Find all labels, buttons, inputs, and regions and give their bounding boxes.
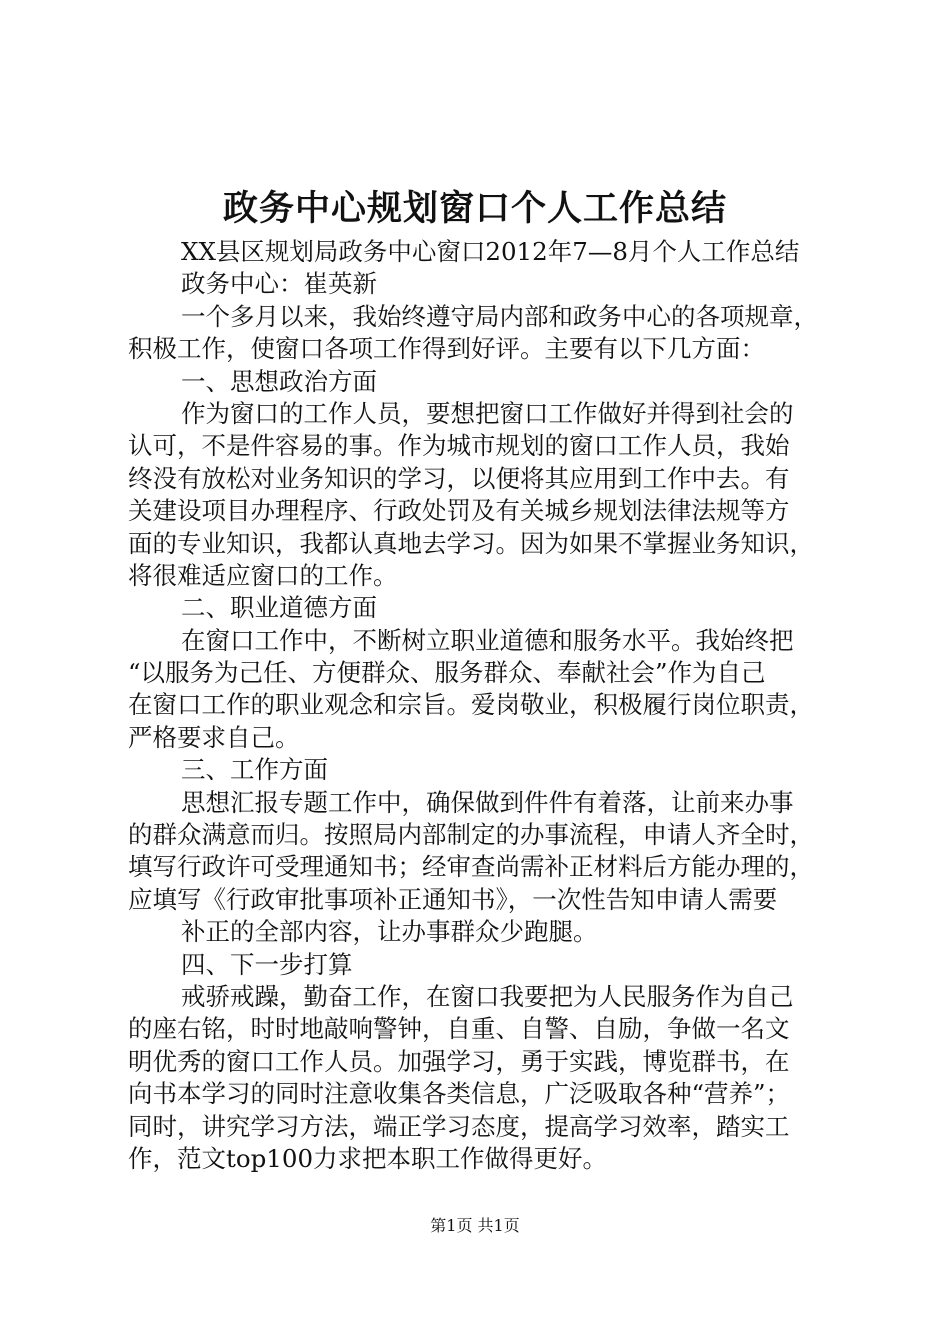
body-line: 政务中心：崔英新: [181, 269, 377, 299]
body-line: 一个多月以来，我始终遵守局内部和政务中心的各项规章，: [181, 301, 818, 331]
body-line: 将很难适应窗口的工作。: [128, 560, 398, 590]
body-line: 终没有放松对业务知识的学习，以便将其应用到工作中去。有: [128, 463, 790, 493]
body-line: 的群众满意而归。按照局内部制定的办事流程，申请人齐全时，: [128, 820, 814, 850]
body-line: 严格要求自己。: [128, 722, 300, 752]
body-line: 关建设项目办理程序、行政处罚及有关城乡规划法律法规等方: [128, 496, 790, 526]
body-line: 向书本学习的同时注意收集各类信息，广泛吸取各种“营养”；: [128, 1079, 791, 1109]
document-title: 政务中心规划窗口个人工作总结: [222, 188, 727, 229]
body-line: 补正的全部内容，让办事群众少跑腿。: [181, 917, 598, 947]
body-line: 应填写《行政审批事项补正通知书》，一次性告知申请人需要: [128, 884, 778, 914]
body-line: 作，范文top100力求把本职工作做得更好。: [128, 1143, 608, 1173]
body-line: 认可，不是件容易的事。作为城市规划的窗口工作人员，我始: [128, 431, 790, 461]
section-heading: 二、职业道德方面: [181, 593, 377, 623]
body-line: 的座右铭，时时地敲响警钟，自重、自警、自励，争做一名文: [128, 1014, 790, 1044]
body-line: 积极工作，使窗口各项工作得到好评。主要有以下几方面：: [128, 334, 765, 364]
body-line: 戒骄戒躁，勤奋工作，在窗口我要把为人民服务作为自己: [181, 981, 794, 1011]
body-line: “以服务为己任、方便群众、服务群众、奉献社会”作为自己: [128, 658, 766, 688]
body-line: 在窗口工作的职业观念和宗旨。爱岗敬业，积极履行岗位职责，: [128, 690, 814, 720]
body-line: 面的专业知识，我都认真地去学习。因为如果不掌握业务知识，: [128, 528, 814, 558]
document-body: [128, 236, 840, 1175]
section-heading: 四、下一步打算: [181, 949, 353, 979]
body-line: 明优秀的窗口工作人员。加强学习，勇于实践，博览群书，在: [128, 1046, 790, 1076]
body-line: 思想汇报专题工作中，确保做到件件有着落，让前来办事: [181, 787, 794, 817]
body-line: XX县区规划局政务中心窗口2012年7—8月个人工作总结: [181, 237, 800, 266]
body-line: 在窗口工作中，不断树立职业道德和服务水平。我始终把: [181, 625, 794, 655]
body-line: 同时，讲究学习方法，端正学习态度，提高学习效率，踏实工: [128, 1111, 790, 1141]
body-line: 作为窗口的工作人员，要想把窗口工作做好并得到社会的: [181, 398, 794, 428]
body-line: 填写行政许可受理通知书；经审查尚需补正材料后方能办理的，: [128, 852, 814, 882]
page-number-footer: 第1页 共1页: [430, 1216, 520, 1235]
section-heading: 一、思想政治方面: [181, 366, 377, 396]
section-heading: 三、工作方面: [181, 755, 328, 785]
